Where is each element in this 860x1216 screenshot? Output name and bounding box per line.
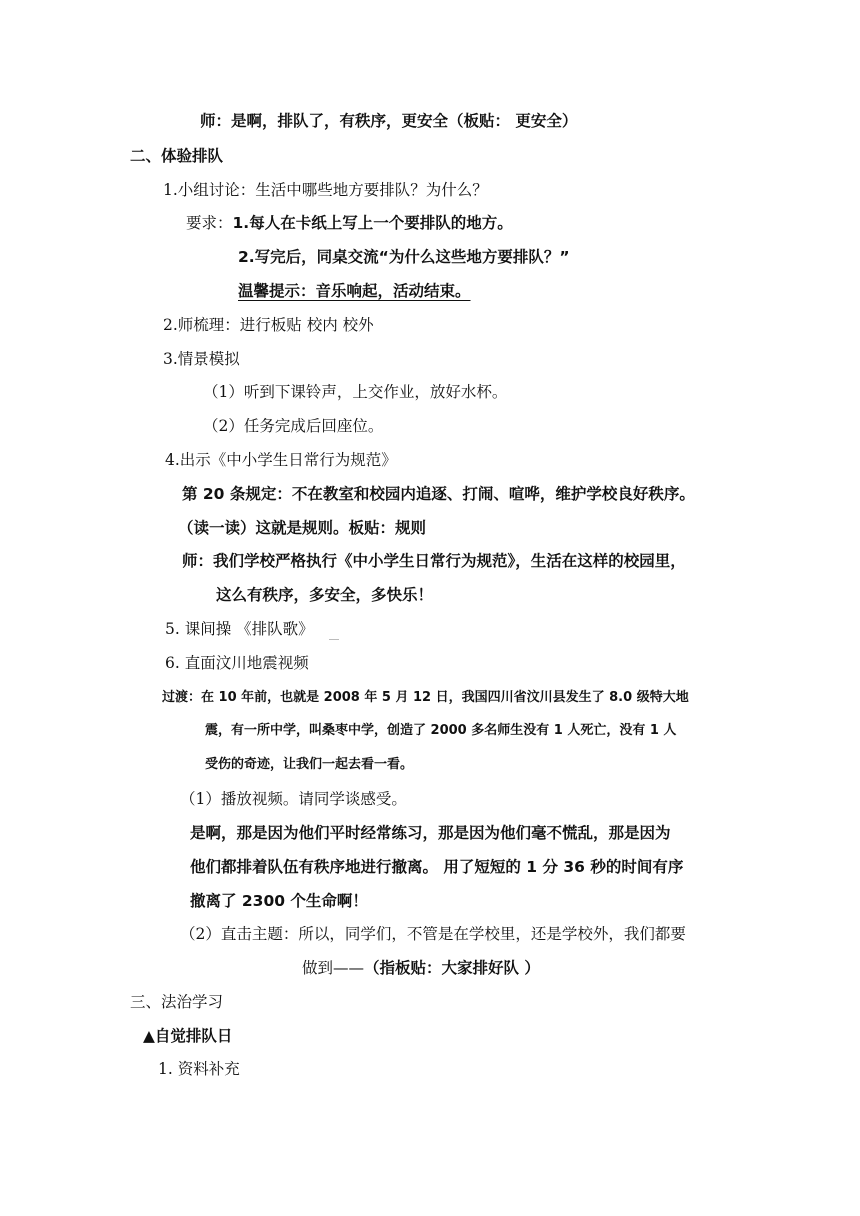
scenario-step-1: （1）听到下课铃声，上交作业，放好水杯。: [203, 383, 508, 401]
group-discussion-item: 1.小组讨论：生活中哪些地方要排队？为什么？: [163, 181, 488, 199]
requirement-2: 2.写完后，同桌交流“为什么这些地方要排队？”: [238, 248, 570, 266]
section-heading-experience-queue: 二、体验排队: [130, 147, 224, 165]
friendly-reminder: 温馨提示：音乐响起，活动结束。: [238, 282, 471, 300]
teacher-summary-item: 2.师梳理：进行板贴 校内 校外: [163, 316, 374, 334]
theme-step: （2）直击主题：所以，同学们，不管是在学校里，还是学校外，我们都要: [180, 925, 686, 943]
transition-line-2: 震，有一所中学，叫桑枣中学，创造了 2000 多名师生没有 1 人死亡，没有 1 人: [205, 723, 677, 738]
play-video-step: （1）播放视频。请同学谈感受。: [180, 790, 407, 808]
wenchuan-video-item: 6. 直面汶川地震视频: [165, 654, 309, 672]
read-aloud-rule-line: （读一读）这就是规则。板贴：规则: [178, 519, 427, 537]
scenario-step-2: （2）任务完成后回座位。: [203, 417, 384, 435]
transition-line-3: 受伤的奇迹，让我们一起去看一看。: [205, 757, 414, 772]
section-heading-legal-study: 三、法治学习: [130, 993, 224, 1011]
recess-exercise-item: 5. 课间操 《排队歌》: [165, 620, 314, 638]
small-mark: [329, 637, 339, 640]
theme-conclusion: [302, 958, 540, 978]
theme-conclusion-lead: 做到——: [302, 959, 365, 977]
article-20-rule: 第 20 条规定：不在教室和校园内追逐、打闹、喧哗，维护学校良好秩序。: [182, 485, 695, 503]
teacher-line-happy: 这么有秩序，多安全，多快乐！: [216, 586, 434, 604]
show-code-of-conduct-item: 4.出示《中小学生日常行为规范》: [165, 451, 397, 469]
supplementary-material-item: 1. 资料补充: [158, 1060, 240, 1078]
transition-line-1: 过渡：在 10 年前，也就是 2008 年 5 月 12 日，我国四川省汶川县发生了 8.0 级特大地: [162, 690, 689, 705]
teacher-line-school: 师：我们学校严格执行《中小学生日常行为规范》，生活在这样的校园里，: [182, 552, 686, 570]
reflection-line-1: 是啊，那是因为他们平时经常练习，那是因为他们毫不慌乱，那是因为: [190, 824, 671, 842]
teacher-line-safer: 师：是啊，排队了，有秩序，更安全（板贴： 更安全）: [200, 112, 578, 130]
requirement-1: 1.每人在卡纸上写上一个要排队的地方。: [232, 214, 513, 232]
reflection-line-3: 撤离了 2300 个生命啊！: [190, 892, 368, 910]
reflection-line-2: 他们都排着队伍有秩序地进行撤离。 用了短短的 1 分 36 秒的时间有序: [190, 858, 684, 876]
self-queue-day-heading: ▲自觉排队日: [143, 1027, 233, 1045]
requirement-label: 要求：: [186, 214, 233, 232]
requirement-line: [186, 213, 513, 233]
board-label-queue: （指板贴：大家排好队 ）: [364, 959, 540, 977]
scenario-simulation-item: 3.情景模拟: [163, 350, 240, 368]
